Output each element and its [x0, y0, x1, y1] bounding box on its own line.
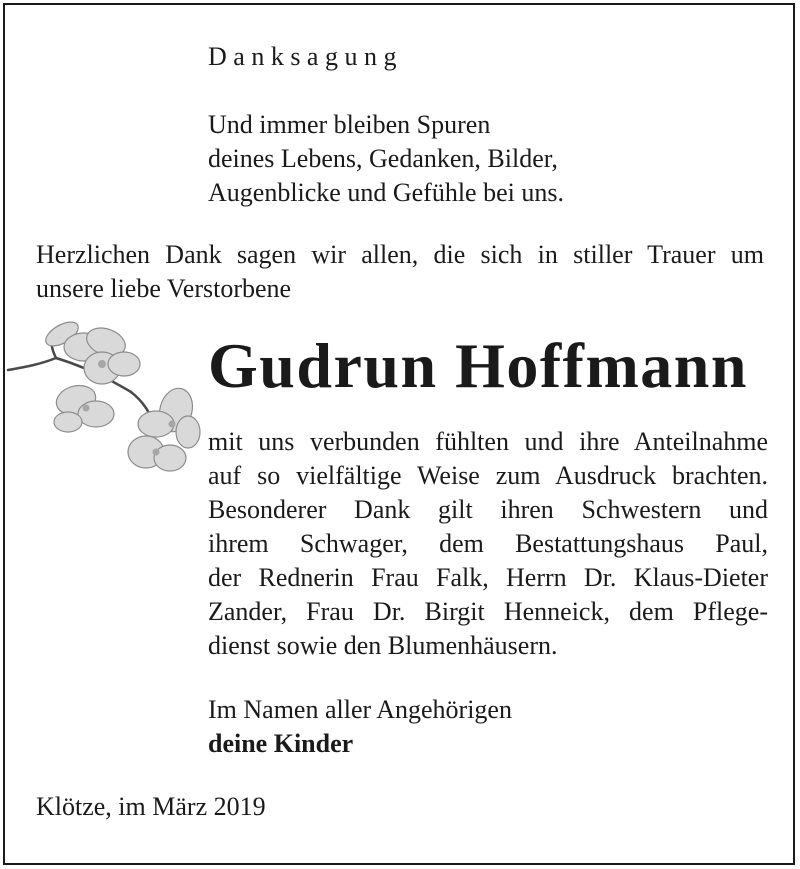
deceased-name: Gudrun Hoffmann	[208, 330, 748, 401]
quote-line: Augenblicke und Gefühle bei uns.	[208, 178, 564, 207]
intro-line: unsere liebe Verstorbene	[36, 274, 292, 303]
notice-heading: Danksagung	[208, 42, 403, 71]
quote-block	[208, 108, 564, 210]
body-line: ihrem Schwager, dem Bestattungshaus Paul,	[208, 529, 768, 558]
signature-name: deine Kinder	[208, 729, 354, 758]
body-line: mit uns verbunden fühlten und ihre Anteilnahme	[208, 427, 768, 456]
place-date: Klötze, im März 2019	[36, 792, 266, 821]
body-line: Zander, Frau Dr. Birgit Henneick, dem Pflege-	[208, 597, 768, 626]
orchid-icon	[6, 312, 206, 482]
signature-line: Im Namen aller Angehörigen	[208, 695, 512, 724]
intro-text	[36, 238, 764, 306]
body-line: dienst sowie den Blumenhäusern.	[208, 631, 558, 660]
body-line: Besonderer Dank gilt ihren Schwestern und	[208, 495, 768, 524]
signature-block	[208, 693, 512, 761]
intro-line: Herzlichen Dank sagen wir allen, die sich in stiller Trauer um	[36, 240, 764, 269]
body-line: der Rednerin Frau Falk, Herrn Dr. Klaus-Dieter	[208, 563, 768, 592]
quote-line: Und immer bleiben Spuren	[208, 110, 491, 139]
thanks-body	[208, 425, 768, 663]
quote-line: deines Lebens, Gedanken, Bilder,	[208, 144, 558, 173]
body-line: auf so vielfältige Weise zum Ausdruck brachten.	[208, 461, 768, 490]
